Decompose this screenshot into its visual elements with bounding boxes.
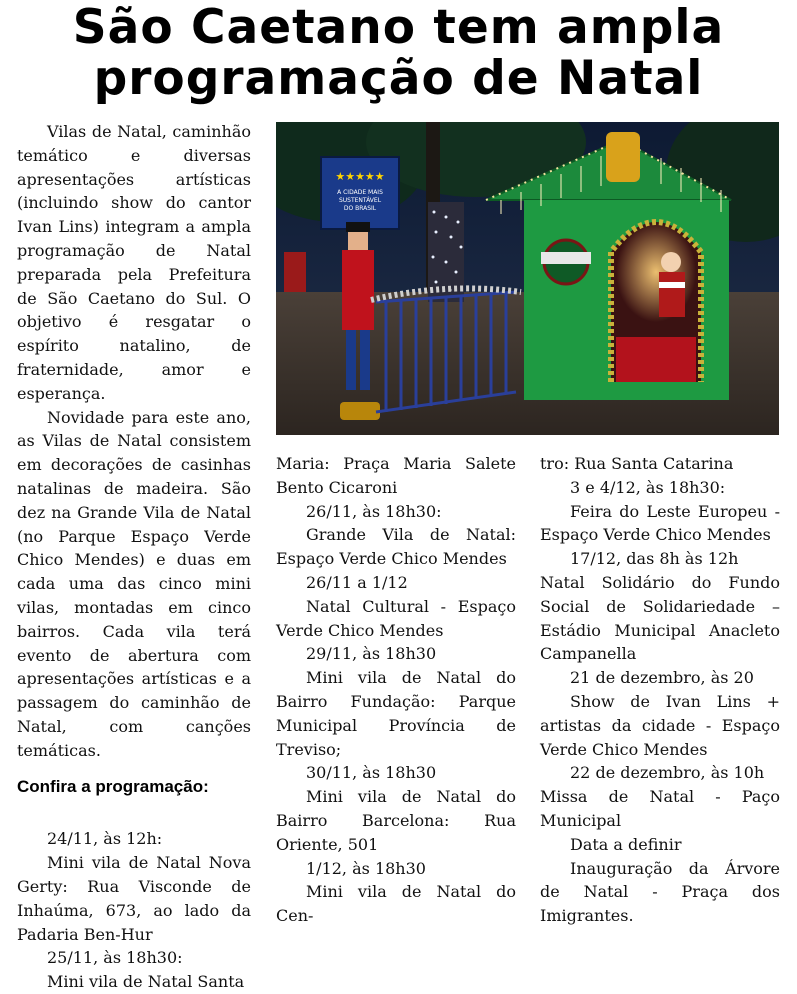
christmas-village-photo <box>276 122 779 435</box>
schedule-line: Natal Cultural - Espaço Verde Chico Mendes <box>276 596 516 640</box>
schedule-line: 26/11, às 18h30: <box>306 501 442 521</box>
article-column-1 <box>17 120 251 994</box>
schedule-line: 1/12, às 18h30 <box>306 858 426 878</box>
schedule-line: tro: Rua Santa Catarina <box>540 454 734 473</box>
schedule-line: 24/11, às 12h: <box>47 829 163 849</box>
billboard-text-1: A CIDADE MAIS <box>337 189 383 196</box>
schedule-line: Feira do Leste Europeu - Espaço Verde Chico Mendes <box>540 501 780 545</box>
schedule-line: Mini vila de Natal Nova Gerty: Rua Visconde de Inhaúma, 673, ao lado da Padaria Ben-Hur <box>17 853 251 944</box>
schedule-line: Missa de Natal - Paço Municipal <box>540 787 780 830</box>
schedule-line: 25/11, às 18h30: <box>47 948 183 968</box>
schedule-line: 29/11, às 18h30 <box>306 644 437 664</box>
schedule-line: 3 e 4/12, às 18h30: <box>570 477 726 497</box>
schedule-line: Grande Vila de Natal: Espaço Verde Chico Mendes <box>276 525 516 569</box>
schedule-line: 17/12, das 8h às 12h <box>570 549 739 569</box>
schedule-line: Inauguração da Árvore de Natal - Praça dos Imigrantes. <box>540 858 780 926</box>
schedule-line: Show de Ivan Lins + artistas da cidade - Espaço Verde Chico Mendes <box>540 691 780 759</box>
schedule-line: Data a definir <box>570 834 682 854</box>
schedule-line: Natal Solidário do Fundo Social de Solidariedade – Estádio Municipal Anacleto Campanella <box>540 572 780 664</box>
schedule-line: Mini vila de Natal do Bairro Fundação: Parque Municipal Província de Treviso; <box>276 668 516 759</box>
schedule-line: 26/11 a 1/12 <box>306 572 408 592</box>
schedule-line: Maria: Praça Maria Salete Bento Cicaroni <box>276 454 516 497</box>
schedule-line: 21 de dezembro, às 20 <box>570 668 754 688</box>
svg-text:★★★★★: ★★★★★ <box>335 170 385 183</box>
article-headline: São Caetano tem ampla programação de Natal <box>72 0 725 106</box>
schedule-line: 30/11, às 18h30 <box>306 763 437 783</box>
schedule-line: Mini vila de Natal do Bairro Barcelona: Rua Oriente, 501 <box>276 787 516 854</box>
billboard-text-2: SUSTENTÁVEL <box>338 197 382 204</box>
billboard-text-3: DO BRASIL <box>343 205 377 212</box>
intro-paragraph-2: Novidade para este ano, as Vilas de Natal consistem em decorações de casinhas natalinas de madeira. São dez na Grande Vila de Natal (no Parque Espaço Verde Chico Mendes) e duas em cada uma das cinco mini vilas, montadas em cinco bairros. Cada vila terá evento de abertura com apresentações artísticas e a passagem do caminhão de Natal, com canções temáticas. <box>17 407 251 760</box>
schedule-subheading: Confira a programação: <box>17 776 209 796</box>
schedule-line: Mini vila de Natal Santa <box>47 972 245 992</box>
intro-paragraph-1: Vilas de Natal, caminhão temático e diversas apresentações artísticas (incluindo show do cantor Ivan Lins) integram a ampla programação de Natal preparada pela Prefeitura de São Caetano do Sul. O objetivo é resgatar o espírito natalino, de fraternidade, amor e esperança. <box>17 122 251 403</box>
schedule-line: Mini vila de Natal do Cen- <box>276 882 516 926</box>
schedule-line: 22 de dezembro, às 10h <box>570 763 765 783</box>
